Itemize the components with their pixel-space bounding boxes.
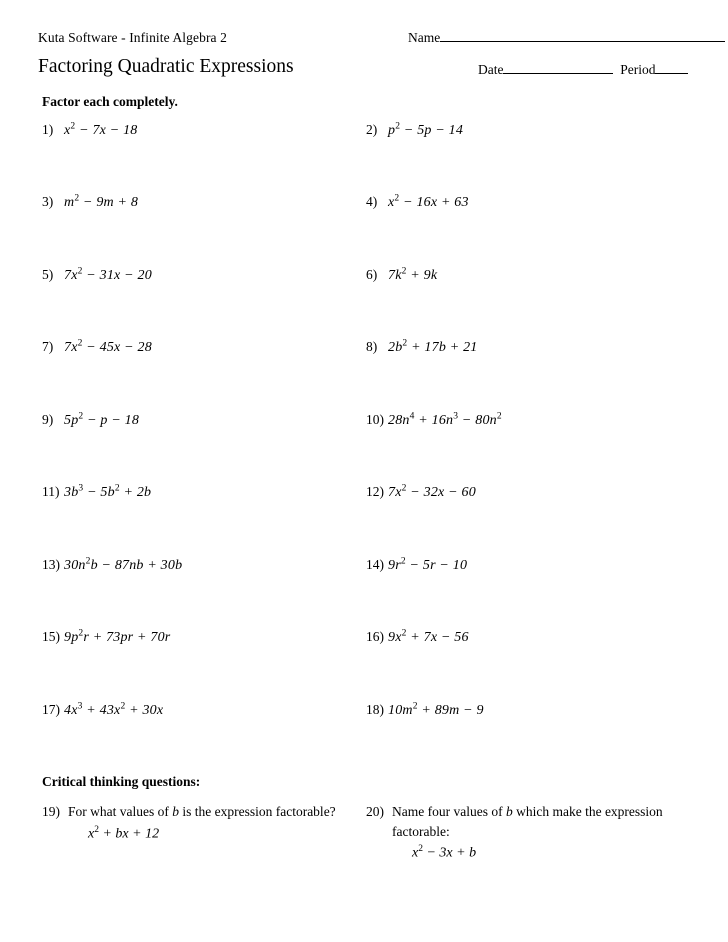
- critical-thinking-heading: Critical thinking questions:: [42, 774, 201, 789]
- period-input-rule[interactable]: [655, 73, 688, 74]
- problem-item: [42, 410, 362, 431]
- date-label: Date: [478, 62, 504, 77]
- problem-item: [42, 483, 362, 504]
- question-text: For what values of b is the expression factorable?: [68, 804, 336, 819]
- problem-item: [366, 193, 696, 214]
- problem-number: 7): [42, 339, 54, 355]
- problem-row: [0, 410, 728, 483]
- problem-item: [366, 555, 696, 576]
- problem-expression: $x^2 - 7x - 18$: [64, 121, 138, 138]
- problem-number: 13): [42, 556, 60, 572]
- problem-item: [366, 700, 696, 721]
- problem-number: 2): [366, 121, 378, 137]
- problem-number: 8): [366, 339, 378, 355]
- problem-item: [42, 555, 362, 576]
- problem-expression: $7x^2 - 45x - 28$: [64, 338, 152, 356]
- problem-expression: $5p^2 - p - 18$: [64, 411, 140, 428]
- problem-row: [0, 555, 728, 628]
- problem-expression: $m^2 - 9m + 8$: [64, 193, 139, 211]
- problem-row: [0, 700, 728, 773]
- problem-number: 15): [42, 629, 60, 645]
- problem-expression: $10m^2 + 89m - 9$: [388, 701, 484, 718]
- problem-number: 6): [366, 266, 378, 282]
- period-label: Period: [620, 62, 656, 77]
- question-expression: $x^2 - 3x + b$: [412, 844, 477, 861]
- problem-row: [0, 483, 728, 556]
- problem-expression: $9r^2 - 5r - 10$: [388, 556, 468, 573]
- problem-expression: $x^2 - 16x + 63$: [388, 193, 469, 211]
- date-period-row: [478, 62, 688, 78]
- problem-item: [42, 193, 362, 214]
- problem-number: 10): [366, 411, 384, 427]
- problem-expression: $9x^2 + 7x - 56$: [388, 628, 469, 646]
- problem-expression: $2b^2 + 17b + 21$: [388, 338, 478, 356]
- problem-number: 16): [366, 629, 384, 645]
- problem-number: 3): [42, 194, 54, 210]
- problem-number: 1): [42, 121, 54, 137]
- question-text: Name four values of b which make the expression factorable:: [392, 804, 663, 839]
- problem-item: [42, 265, 362, 286]
- question-expression: $x^2$ + bx + 12: [88, 824, 160, 842]
- problem-expression: $7x^2 - 32x - 60$: [388, 483, 476, 501]
- name-field-row: [408, 30, 725, 46]
- problem-expression: $7x^2 - 31x - 20$: [64, 266, 152, 283]
- problem-item: [366, 338, 696, 359]
- problem-row: [0, 120, 728, 193]
- critical-question: [42, 802, 342, 845]
- problem-row: [0, 338, 728, 411]
- problem-item: [366, 628, 696, 649]
- problem-expression: $30n^2b - 87nb + 30b$: [64, 556, 183, 573]
- problem-row: [0, 265, 728, 338]
- problem-item: [42, 628, 362, 649]
- question-number: 19): [42, 804, 60, 819]
- problem-row: [0, 193, 728, 266]
- problem-item: [366, 265, 696, 286]
- problem-item: [366, 483, 696, 504]
- problem-expression: $7k^2 + 9k$: [388, 266, 438, 283]
- critical-question: [366, 802, 686, 864]
- problem-expression: $p^2 - 5p - 14$: [388, 121, 464, 138]
- problem-number: 4): [366, 194, 378, 210]
- problem-number: 14): [366, 556, 384, 572]
- problem-row: [0, 628, 728, 701]
- problem-item: [366, 120, 696, 141]
- problem-expression: $4x^3 + 43x^2 + 30x$: [64, 701, 164, 718]
- instruction-text: Factor each completely.: [42, 94, 178, 109]
- problem-number: 11): [42, 484, 60, 500]
- date-input-rule[interactable]: [503, 73, 613, 74]
- problem-expression: $28n^4 + 16n^3 - 80n^2$: [388, 411, 502, 428]
- problem-number: 12): [366, 484, 384, 500]
- problem-number: 17): [42, 701, 60, 717]
- problem-list: [0, 120, 728, 773]
- worksheet-header: [38, 30, 698, 90]
- problem-expression: $9p^2r + 73pr + 70r$: [64, 628, 171, 646]
- problem-item: [42, 120, 362, 141]
- problem-expression: $3b^3 - 5b^2 + 2b$: [64, 483, 152, 501]
- question-number: 20): [366, 804, 384, 819]
- problem-number: 18): [366, 701, 384, 717]
- problem-item: [42, 338, 362, 359]
- problem-item: [366, 410, 696, 431]
- problem-number: 9): [42, 411, 54, 427]
- name-input-rule[interactable]: [440, 41, 725, 42]
- problem-item: [42, 700, 362, 721]
- problem-number: 5): [42, 266, 54, 282]
- software-brand-line: Kuta Software - Infinite Algebra 2: [38, 30, 227, 45]
- name-label: Name: [408, 30, 441, 45]
- page-title: Factoring Quadratic Expressions: [38, 56, 294, 77]
